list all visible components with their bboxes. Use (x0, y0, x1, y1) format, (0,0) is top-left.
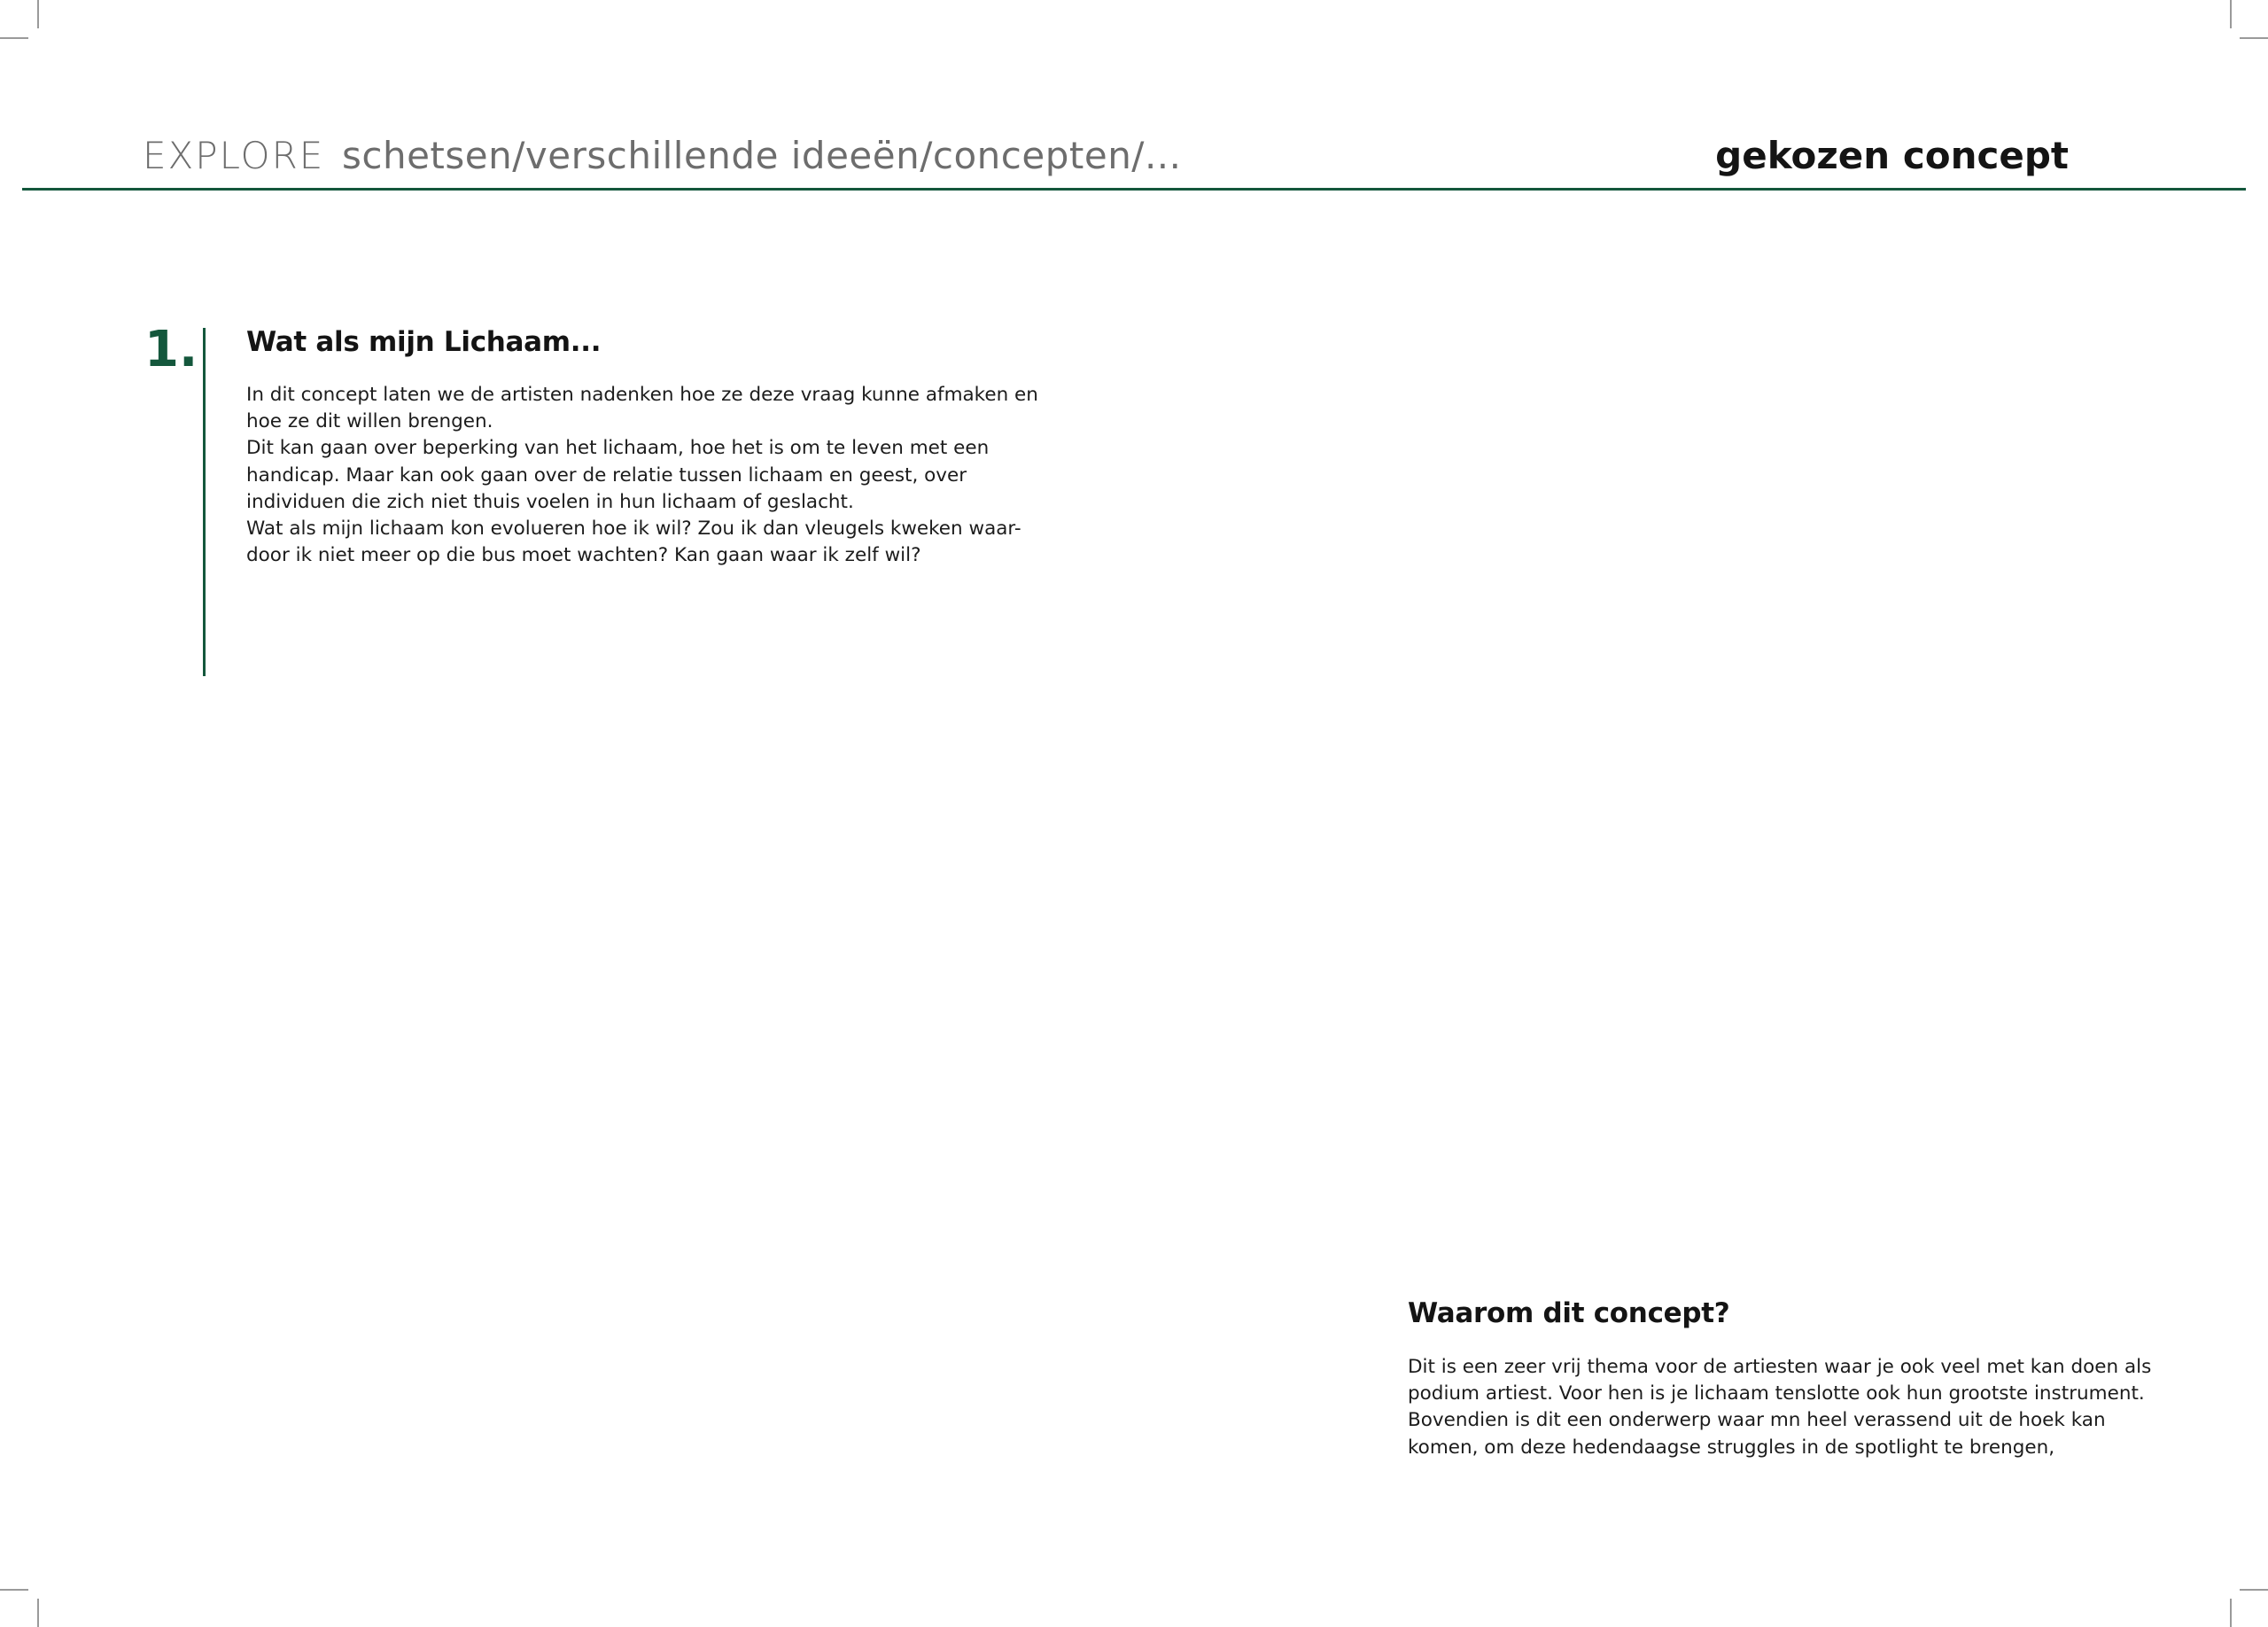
concept-line: door ik niet meer op die bus moet wachten? Kan gaan waar ik zelf wil? (246, 544, 921, 567)
chosen-concept-label: gekozen concept (1715, 134, 2069, 177)
concept-line: individuen die zich niet thuis voelen in hun lichaam of geslacht. (246, 490, 854, 513)
crop-mark-bottom-left-horizontal (0, 1589, 28, 1591)
concept-title: Wat als mijn Lichaam... (246, 326, 602, 358)
concept-description (246, 382, 1038, 569)
why-line: Dit is een zeer vrij thema voor de artiesten waar je ook veel met kan doen als (1408, 1356, 2152, 1378)
concept-line: In dit concept laten we de artisten nadenken hoe ze deze vraag kunne afmaken en (246, 384, 1038, 406)
concept-divider (203, 328, 206, 676)
concept-line: handicap. Maar kan ook gaan over de relatie tussen lichaam en geest, over (246, 463, 967, 487)
concept-line: Wat als mijn lichaam kon evolueren hoe ik wil? Zou ik dan vleugels kweken waar- (246, 518, 1021, 541)
why-line: podium artiest. Voor hen is je lichaam tenslotte ook hun grootste instrument. (1408, 1382, 2145, 1405)
concept-line: Dit kan gaan over beperking van het lichaam, hoe het is om te leven met een (246, 437, 990, 460)
why-title: Waarom dit concept? (1408, 1297, 1730, 1329)
crop-mark-bottom-right-horizontal (2240, 1589, 2268, 1591)
concept-line: hoe ze dit willen brengen. (246, 410, 493, 433)
page-header (0, 0, 2268, 195)
header-divider (22, 188, 2246, 191)
why-line: komen, om deze hedendaagse struggles in de spotlight te brengen, (1408, 1436, 2055, 1459)
crop-mark-bottom-right-vertical (2230, 1599, 2232, 1627)
section-subtitle: schetsen/verschillende ideeën/concepten/... (342, 134, 1182, 177)
crop-mark-bottom-left-vertical (37, 1599, 39, 1627)
concept-number: 1. (144, 321, 198, 378)
section-label: EXPLORE (143, 134, 325, 177)
why-description (1408, 1354, 2152, 1461)
why-line: Bovendien is dit een onderwerp waar mn heel verassend uit de hoek kan (1408, 1409, 2106, 1432)
